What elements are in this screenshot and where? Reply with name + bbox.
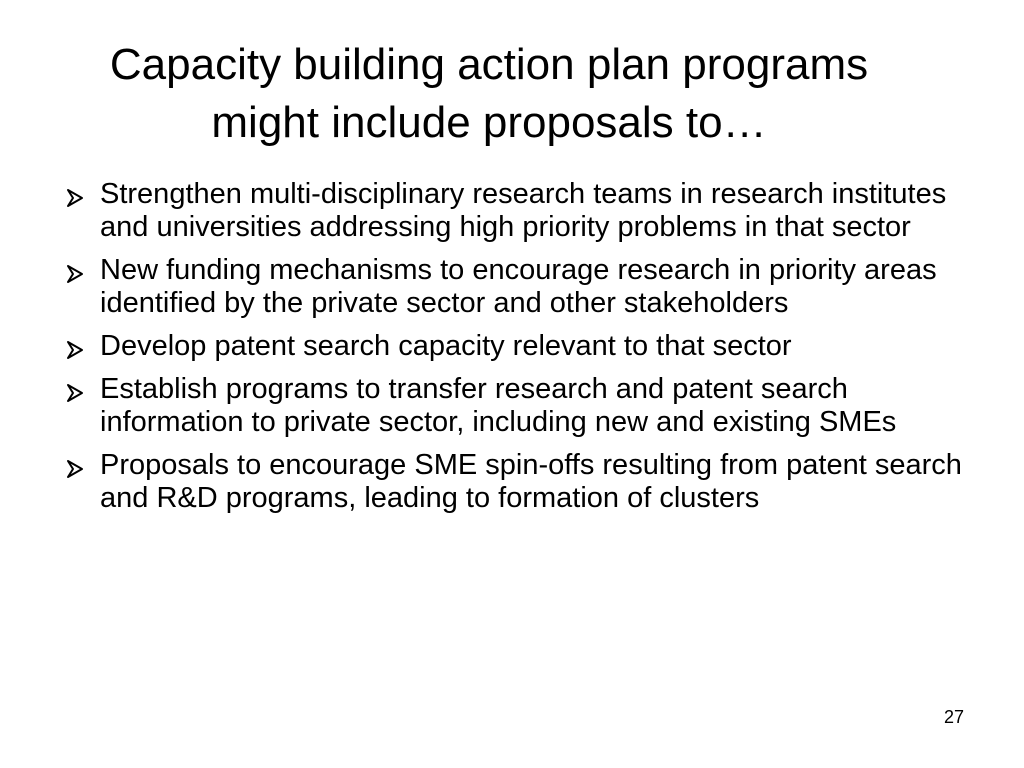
bullet-list bbox=[66, 178, 966, 525]
slide-title-line-1: Capacity building action plan programs bbox=[109, 40, 869, 89]
arrowhead-bullet-icon bbox=[66, 254, 100, 284]
bullet-item bbox=[66, 330, 966, 363]
bullet-item bbox=[66, 373, 966, 439]
arrowhead-bullet-icon bbox=[66, 330, 100, 360]
slide-title-line-2: might include proposals to… bbox=[211, 98, 767, 147]
arrowhead-bullet-icon bbox=[66, 178, 100, 208]
bullet-item bbox=[66, 449, 966, 515]
bullet-text: Develop patent search capacity relevant to that sector bbox=[100, 330, 792, 362]
bullet-text: Proposals to encourage SME spin-offs resulting from patent search and R&D programs, leading to formation of clusters bbox=[100, 449, 962, 514]
arrowhead-bullet-icon bbox=[66, 373, 100, 403]
slide-title bbox=[0, 36, 978, 152]
bullet-text: Strengthen multi-disciplinary research teams in research institutes and universities addressing high priority problems in that sector bbox=[100, 178, 947, 243]
bullet-text: Establish programs to transfer research and patent search information to private sector, including new and existing SMEs bbox=[100, 373, 897, 438]
arrowhead-bullet-icon bbox=[66, 449, 100, 479]
page-number: 27 bbox=[943, 707, 964, 727]
bullet-text: New funding mechanisms to encourage research in priority areas identified by the private sector and other stakeholders bbox=[100, 254, 937, 319]
bullet-item bbox=[66, 178, 966, 244]
bullet-item bbox=[66, 254, 966, 320]
